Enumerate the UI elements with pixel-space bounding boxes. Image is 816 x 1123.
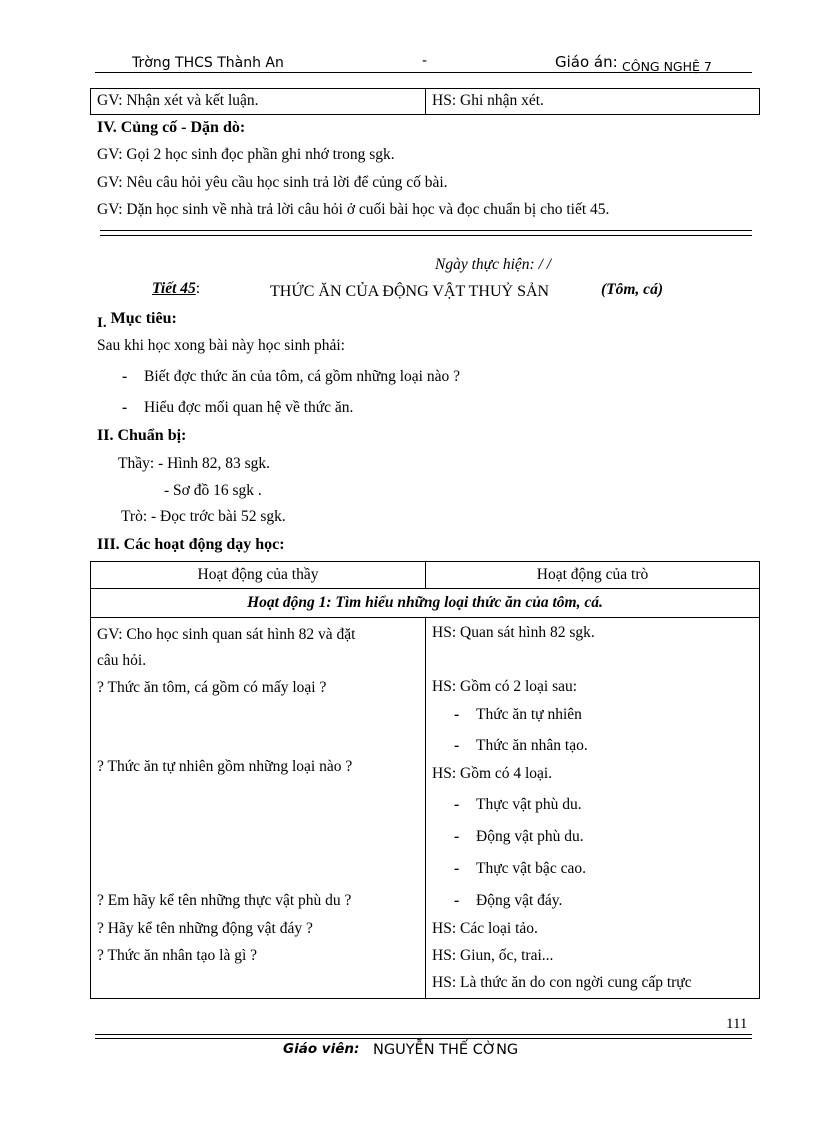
- student-bullet: [454, 892, 562, 910]
- bullet-text: Thực vật phù du.: [476, 796, 582, 813]
- activities-table: [90, 561, 760, 999]
- header-rule: [95, 72, 752, 73]
- section-1-heading: Mục tiêu:: [110, 310, 177, 327]
- col-header-student: Hoạt động của trò: [426, 562, 760, 589]
- bullet-mark: -: [122, 399, 128, 416]
- bullet-mark: -: [122, 368, 128, 385]
- header-dash: -: [422, 53, 428, 69]
- teacher-q1: ? Thức ăn tôm, cá gồm có mấy loại ?: [97, 679, 327, 696]
- top-table-right: HS: Ghi nhận xét.: [426, 89, 760, 115]
- top-table: [90, 88, 760, 115]
- lesson-label-text: Tiết 45: [152, 280, 196, 297]
- student-bullet: [454, 706, 582, 724]
- bullet-mark: -: [454, 796, 460, 813]
- student-a4: HS: Giun, ốc, trai...: [432, 947, 554, 964]
- bullet-mark: -: [454, 892, 460, 909]
- header-plan-label: Giáo án:: [555, 53, 618, 71]
- section-2-title: II. Chuẩn bị:: [97, 427, 187, 444]
- section-1-title: [97, 310, 177, 331]
- bullet-text: Thức ăn tự nhiên: [476, 706, 582, 723]
- section-4-line: GV: Dặn học sinh về nhà trả lời câu hỏi ở cuối bài học và đọc chuẩn bị cho tiết 45.: [97, 201, 610, 218]
- activity-1-heading: Hoạt động 1: Tìm hiểu những loại thức ăn của tôm, cá.: [91, 589, 760, 618]
- teacher-q5: ? Thức ăn nhân tạo là gì ?: [97, 947, 258, 964]
- bullet-text: Hiểu đợc mối quan hệ về thức ăn.: [144, 399, 354, 416]
- page-number: 111: [726, 1016, 748, 1032]
- student-a1: HS: Gồm có 2 loại sau:: [432, 678, 578, 695]
- teacher-q3: ? Em hãy kể tên những thực vật phù du ?: [97, 892, 352, 909]
- bullet-text: Biết đợc thức ăn của tôm, cá gồm những loại nào ?: [144, 368, 460, 385]
- section-1-bullet: [122, 368, 460, 386]
- section-4-line: GV: Nêu câu hỏi yêu cầu học sinh trả lời để củng cố bài.: [97, 174, 448, 191]
- lesson-label: [152, 280, 200, 298]
- section-1-intro: Sau khi học xong bài này học sinh phải:: [97, 337, 345, 354]
- student-bullet: [454, 737, 588, 755]
- student-a3: HS: Các loại tảo.: [432, 920, 538, 937]
- section-2-line: Trò: - Đọc trớc bài 52 sgk.: [121, 508, 286, 525]
- bullet-text: Động vật đáy.: [476, 892, 563, 909]
- student-bullet: [454, 828, 584, 846]
- student-a5: HS: Là thức ăn do con ngời cung cấp trực: [432, 974, 692, 991]
- section-divider: [100, 230, 752, 236]
- student-bullet: [454, 796, 582, 814]
- section-1-bullet: [122, 399, 353, 417]
- bullet-text: Thức ăn nhân tạo.: [476, 737, 588, 754]
- teacher-q4: ? Hãy kể tên những động vật đáy ?: [97, 920, 313, 937]
- student-column: [426, 618, 760, 999]
- bullet-mark: -: [454, 737, 460, 754]
- section-4-line: GV: Gọi 2 học sinh đọc phần ghi nhớ trong sgk.: [97, 146, 395, 163]
- section-2-line: - Sơ đồ 16 sgk .: [164, 482, 262, 499]
- header-subject: CÔNG NGHỆ 7: [622, 59, 712, 74]
- bullet-mark: -: [454, 828, 460, 845]
- teacher-q0: GV: Cho học sinh quan sát hình 82 và đặt: [97, 626, 356, 643]
- student-a0: HS: Quan sát hình 82 sgk.: [432, 624, 595, 641]
- section-3-title: III. Các hoạt động dạy học:: [97, 536, 285, 553]
- date-line: Ngày thực hiện: / /: [435, 256, 552, 273]
- bullet-text: Động vật phù du.: [476, 828, 584, 845]
- lesson-label-colon: :: [195, 280, 201, 297]
- col-header-teacher: Hoạt động của thầy: [91, 562, 426, 589]
- teacher-q2: ? Thức ăn tự nhiên gồm những loại nào ?: [97, 758, 353, 775]
- lesson-subtitle: (Tôm, cá): [601, 281, 663, 298]
- section-4-title: IV. Củng cố - Dặn dò:: [97, 119, 246, 136]
- section-2-line: Thầy: - Hình 82, 83 sgk.: [118, 455, 270, 472]
- student-bullet: [454, 860, 586, 878]
- bullet-mark: -: [454, 860, 460, 877]
- header-school: Trờng THCS Thành An: [132, 55, 284, 71]
- footer-teacher-label: Giáo viên:: [283, 1041, 360, 1057]
- student-a2: HS: Gồm có 4 loại.: [432, 765, 553, 782]
- footer-rule: [95, 1034, 752, 1039]
- lesson-title: THỨC ĂN CỦA ĐỘNG VẬT THUỶ SẢN: [270, 283, 550, 300]
- section-1-num: I.: [97, 315, 107, 331]
- teacher-column: [91, 618, 426, 999]
- bullet-text: Thực vật bậc cao.: [476, 860, 586, 877]
- bullet-mark: -: [454, 706, 460, 723]
- teacher-q0b: câu hỏi.: [97, 652, 147, 669]
- top-table-left: GV: Nhận xét và kết luận.: [91, 89, 426, 115]
- footer-teacher-name: NGUYỄN THẾ CỜNG: [373, 1042, 519, 1058]
